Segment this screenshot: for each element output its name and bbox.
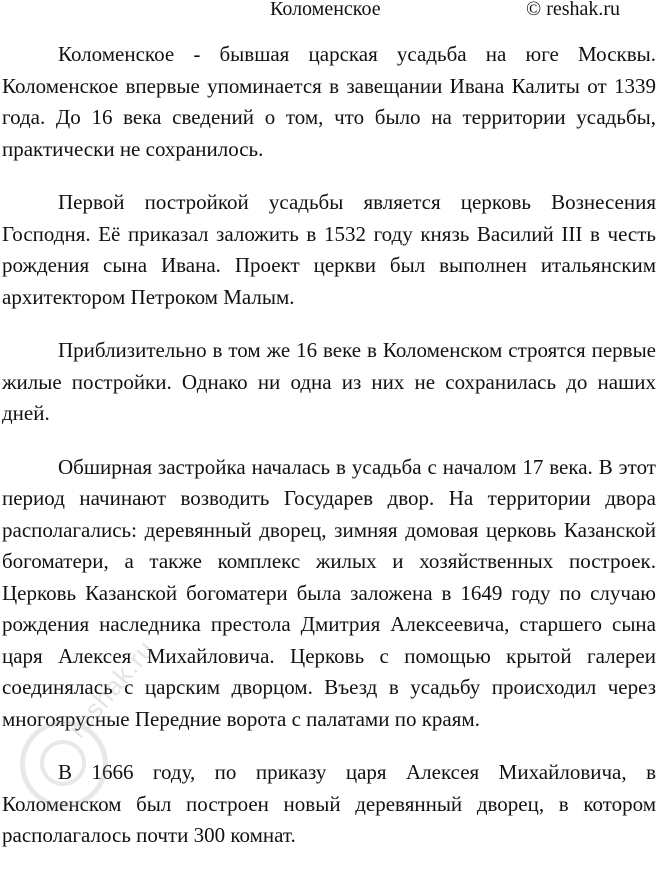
- paragraph-5: В 1666 году, по приказу царя Алексея Михайловича, в Коломенском был построен новый деревянный дворец, в котором располагалось почти 300 комнат.: [2, 760, 656, 847]
- paragraph-4: Обширная застройка началась в усадьба с началом 17 века. В этот период начинают возводить Государев двор. На территории двора располагались: деревянный дворец, зимняя домовая церковь Казанской богоматери, а также комплекс жилых и хозяйственных построек. Церковь Казанской богоматери была заложена в 1649 году по случаю рождения наследника престола Дмитрия Алексеевича, старшего сына царя Алексея Михайловича. Церковь с помощью крытой галереи соединялась с царским дворцом. Въезд в усадьбу происходил через многоярусные Передние ворота с палатами по краям.: [2, 454, 656, 731]
- paragraph-1: Коломенское - бывшая царская усадьба на юге Москвы. Коломенское впервые упоминается в завещании Ивана Калиты от 1339 года. До 16 века сведений о том, что было на территории усадьбы, практически не сохранилось.: [2, 42, 656, 161]
- paragraph-2: Первой постройкой усадьбы является церковь Вознесения Господня. Её приказал заложить в 1532 году князь Василий III в честь рождения сына Ивана. Проект церкви был выполнен итальянским архитектором Петроком Малым.: [2, 190, 656, 309]
- paragraph-3: Приблизительно в том же 16 веке в Коломенском строятся первые жилые постройки. Однако ни одна из них не сохранилась до наших дней.: [2, 338, 656, 425]
- site-credit: © reshak.ru: [526, 0, 621, 20]
- watermark-text: reshak.ru: [62, 634, 161, 744]
- document-body: [2, 39, 656, 874]
- page-title: Коломенское: [270, 0, 381, 20]
- page-header: [0, 0, 658, 28]
